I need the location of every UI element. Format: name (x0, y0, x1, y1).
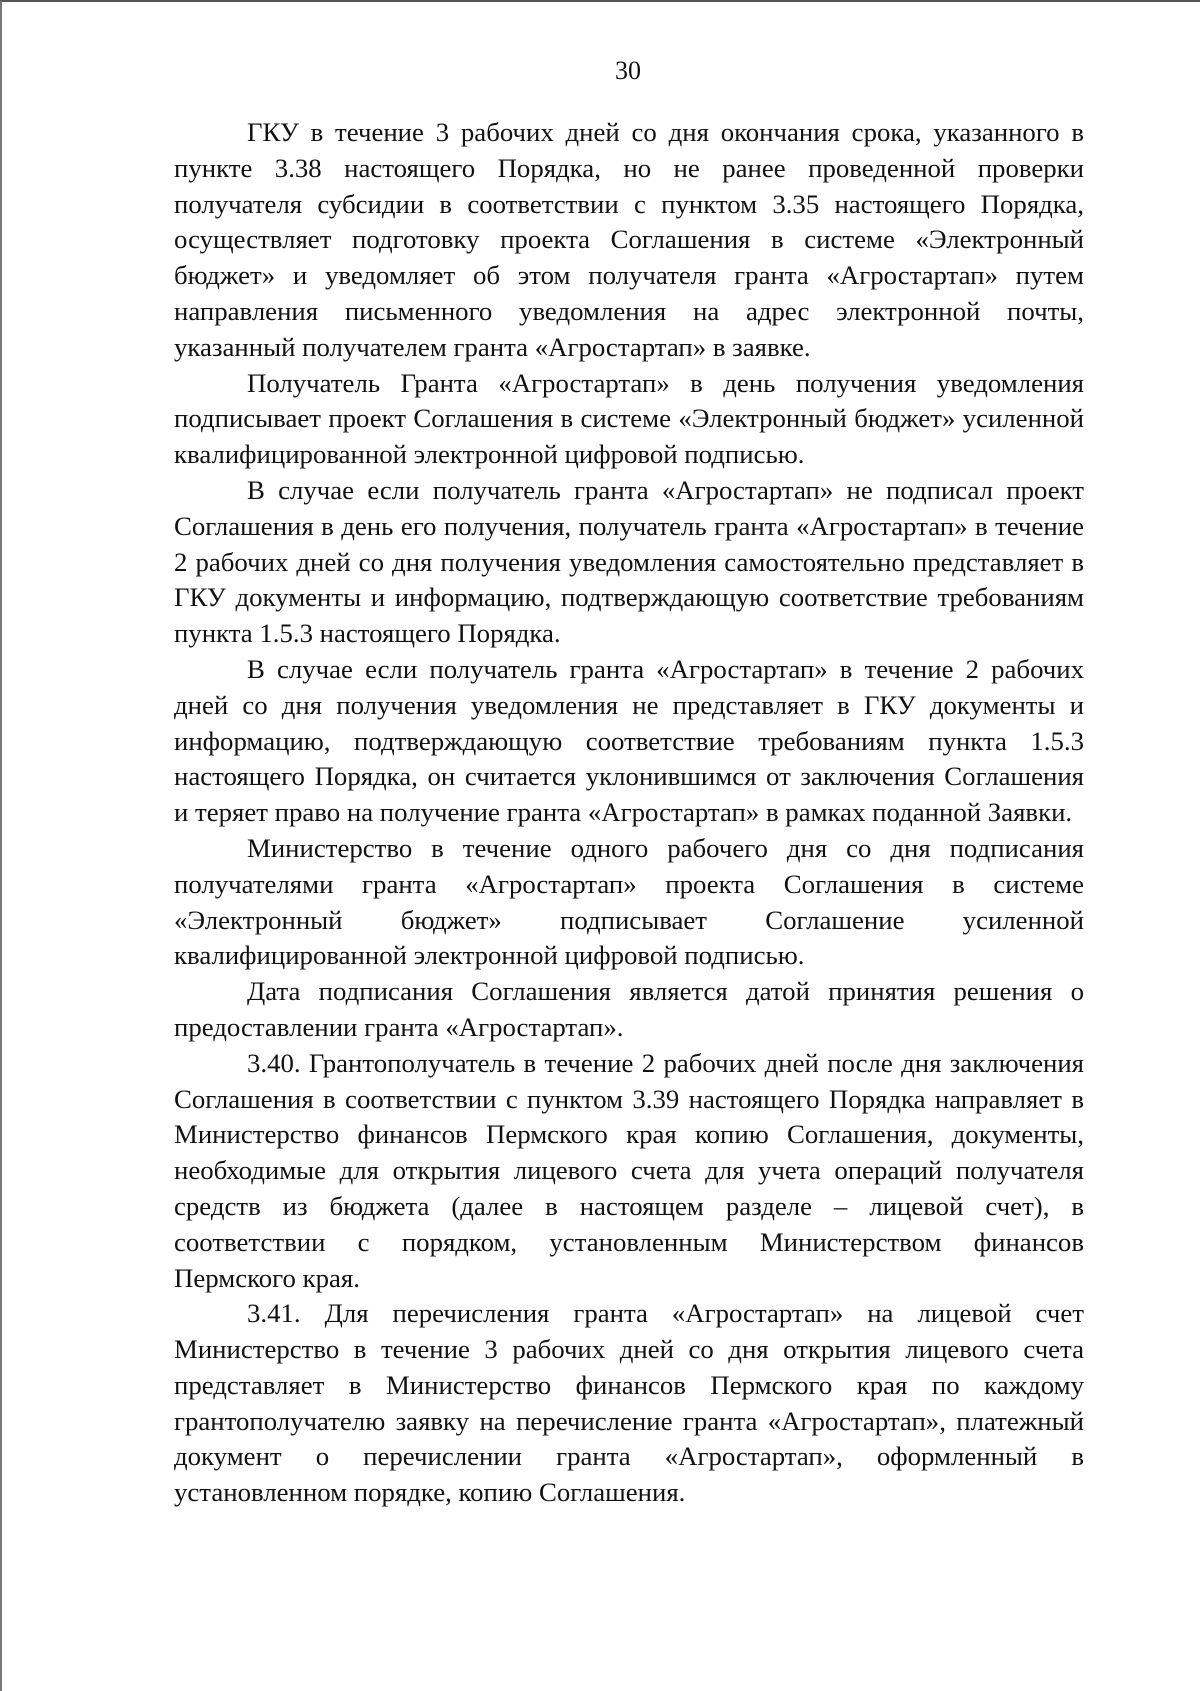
paragraph-section-3-41: 3.41. Для перечисления гранта «Агростартап» на лицевой счет Министерство в течение 3 рабочих дней со дня открытия лицевого счета представляет в Министерство финансов Пермского края по каждому грантополучателю заявку на перечисление гранта «Агростартап», платежный документ о перечислении гранта «Агростартап», оформленный в установленном порядке, копию Соглашения. (174, 1298, 1084, 1508)
paragraph-unsigned-project: В случае если получатель гранта «Агростартап» не подписал проект Соглашения в день его получения, получатель гранта «Агростартап» в течение 2 рабочих дней со дня получения уведомления самостоятельно представляет в ГКУ документы и информацию, подтверждающую соответствие требованиям пункта 1.5.3 настоящего Порядка. (174, 474, 1084, 649)
paragraph-evasion: В случае если получатель гранта «Агростартап» в течение 2 рабочих дней со дня получения уведомления не представляет в ГКУ документы и информацию, подтверждающую соответствие требованиям пункта 1.5.3 настоящего Порядка, он считается уклонившимся от заключения Соглашения и теряет право на получение гранта «Агростартап» в рамках поданной Заявки. (174, 653, 1084, 828)
paragraph-gku-agreement-preparation: ГКУ в течение 3 рабочих дней со дня окончания срока, указанного в пункте 3.38 настоящего Порядка, но не ранее проведенной проверки получателя субсидии в соответствии с пунктом 3.35 настоящего Порядка, осуществляет подготовку проекта Соглашения в системе «Электронный бюджет» и уведомляет об этом получателя гранта «Агростартап» путем направления письменного уведомления на адрес электронной почты, указанный получателем гранта «Агростартап» в заявке. (174, 117, 1084, 362)
paragraph-recipient-signs: Получатель Гранта «Агростартап» в день получения уведомления подписывает проект Соглашения в системе «Электронный бюджет» усиленной квалифицированной электронной цифровой подписью. (174, 367, 1084, 470)
document-body (174, 115, 1084, 1511)
paragraph-ministry-signs: Министерство в течение одного рабочего дня со дня подписания получателями гранта «Агростартап» проекта Соглашения в системе «Электронный бюджет» подписывает Соглашение усиленной квалифицированной электронной цифровой подписью. (174, 832, 1084, 971)
page-number: 30 (615, 56, 641, 85)
paragraph-signing-date: Дата подписания Соглашения является датой принятия решения о предоставлении гранта «Агростартап». (174, 976, 1084, 1042)
paragraph-section-3-40: 3.40. Грантополучатель в течение 2 рабочих дней после дня заключения Соглашения в соответствии с пунктом 3.39 настоящего Порядка направляет в Министерство финансов Пермского края копию Соглашения, документы, необходимые для открытия лицевого счета для учета операций получателя средств из бюджета (далее в настоящем разделе – лицевой счет), в соответствии с порядком, установленным Министерством финансов Пермского края. (174, 1047, 1084, 1293)
